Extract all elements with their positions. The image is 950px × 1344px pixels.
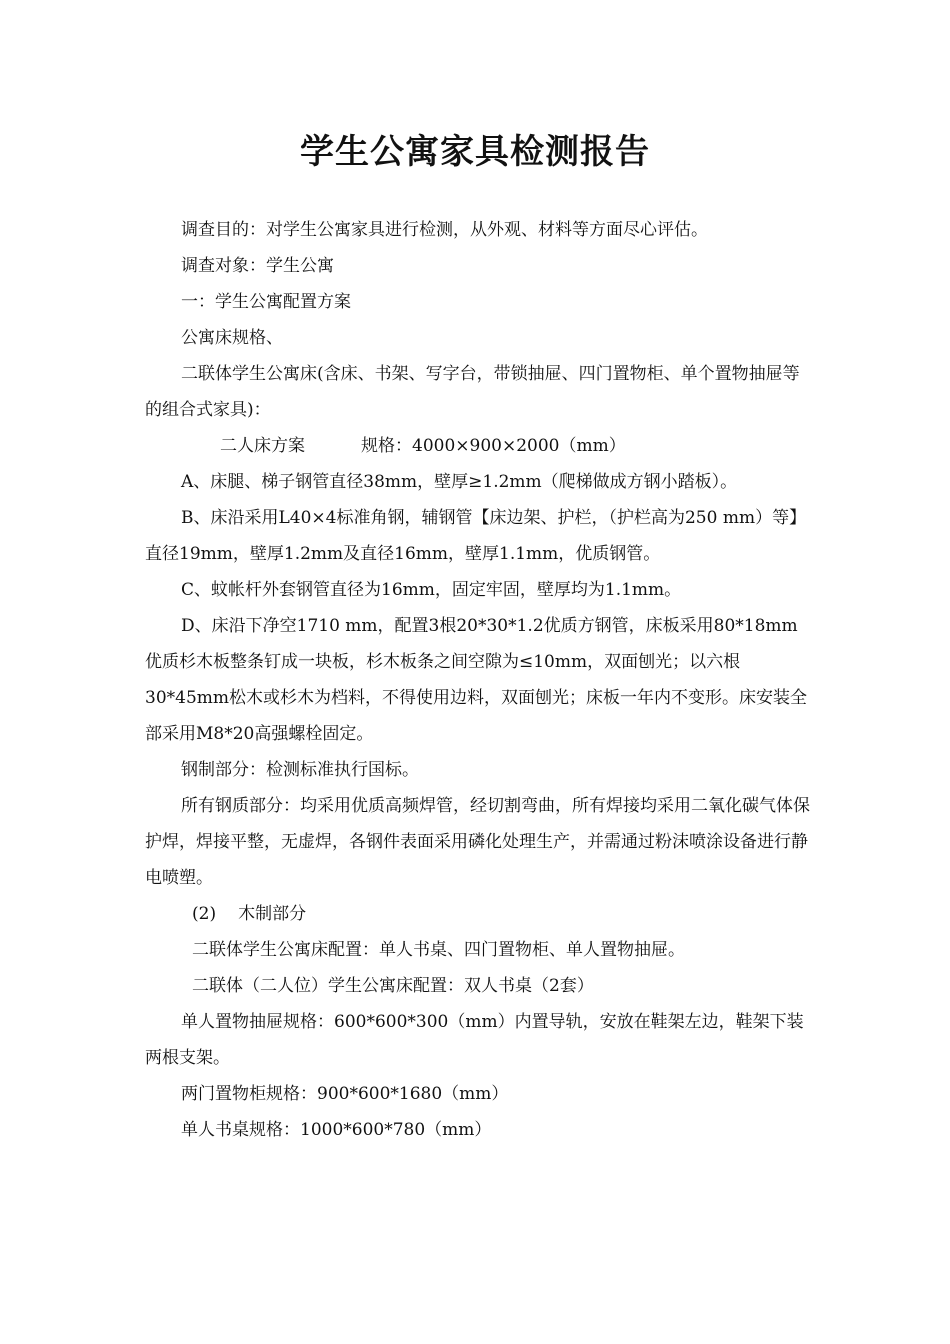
- wood-number: (2): [192, 904, 217, 924]
- config-line-1: 二联体学生公寓床配置：单人书桌、四门置物柜、单人置物抽屉。: [192, 940, 685, 960]
- plan-name: 二人床方案: [220, 436, 305, 456]
- drawer-spec: 单人置物抽屉规格：600*600*300（mm）内置导轨，安放在鞋架左边，鞋架下装两根支架。: [145, 1012, 804, 1068]
- bed-spec-heading: 公寓床规格、: [181, 328, 283, 348]
- plan-spec: 规格：4000×900×2000（mm）: [361, 436, 626, 456]
- item-c: C、蚊帐杆外套钢管直径为16mm，固定牢固，壁厚均为1.1mm。: [181, 580, 682, 600]
- wood-heading: [145, 896, 810, 932]
- document-title: 学生公寓家具检测报告: [300, 132, 650, 172]
- plan-line: [145, 428, 810, 464]
- item-b: B、床沿采用L40×4标准角钢，辅钢管【床边架、护栏，（护栏高为250 mm）等】直径19mm，壁厚1.2mm及直径16mm，壁厚1.1mm，优质钢管。: [145, 508, 807, 564]
- desk-spec: 单人书桌规格：1000*600*780（mm）: [181, 1120, 492, 1140]
- cabinet-spec: 两门置物柜规格：900*600*1680（mm）: [181, 1084, 509, 1104]
- section-heading: 一：学生公寓配置方案: [181, 292, 351, 312]
- document-body: [145, 212, 810, 1148]
- item-a: A、床腿、梯子钢管直径38mm，壁厚≥1.2mm（爬梯做成方钢小踏板）。: [181, 472, 738, 492]
- wood-label: 木制部分: [238, 904, 307, 924]
- steel-description: 所有钢质部分：均采用优质高频焊管，经切割弯曲，所有焊接均采用二氧化碳气体保护焊，焊接平整，无虚焊，各钢件表面采用磷化处理生产，并需通过粉沫喷涂设备进行静电喷塑。: [145, 796, 810, 888]
- combo-description: 二联体学生公寓床(含床、书架、写字台，带锁抽屉、四门置物柜、单个置物抽屉等的组合式家具)：: [145, 364, 800, 420]
- steel-part: 钢制部分：检测标准执行国标。: [181, 760, 419, 780]
- config-line-2: 二联体（二人位）学生公寓床配置：双人书桌（2套）: [192, 976, 594, 996]
- purpose-paragraph: 调查目的：对学生公寓家具进行检测，从外观、材料等方面尽心评估。: [181, 220, 708, 240]
- object-paragraph: 调查对象：学生公寓: [181, 256, 334, 276]
- item-d: D、床沿下净空1710 mm，配置3根20*30*1.2优质方钢管，床板采用80*18mm优质杉木板整条钉成一块板，杉木板条之间空隙为≤10mm，双面刨光；以六根30*45mm松木或杉木为档料，不得使用边料，双面刨光；床板一年内不变形。床安装全部采用M8*20高强螺栓固定。: [145, 616, 808, 744]
